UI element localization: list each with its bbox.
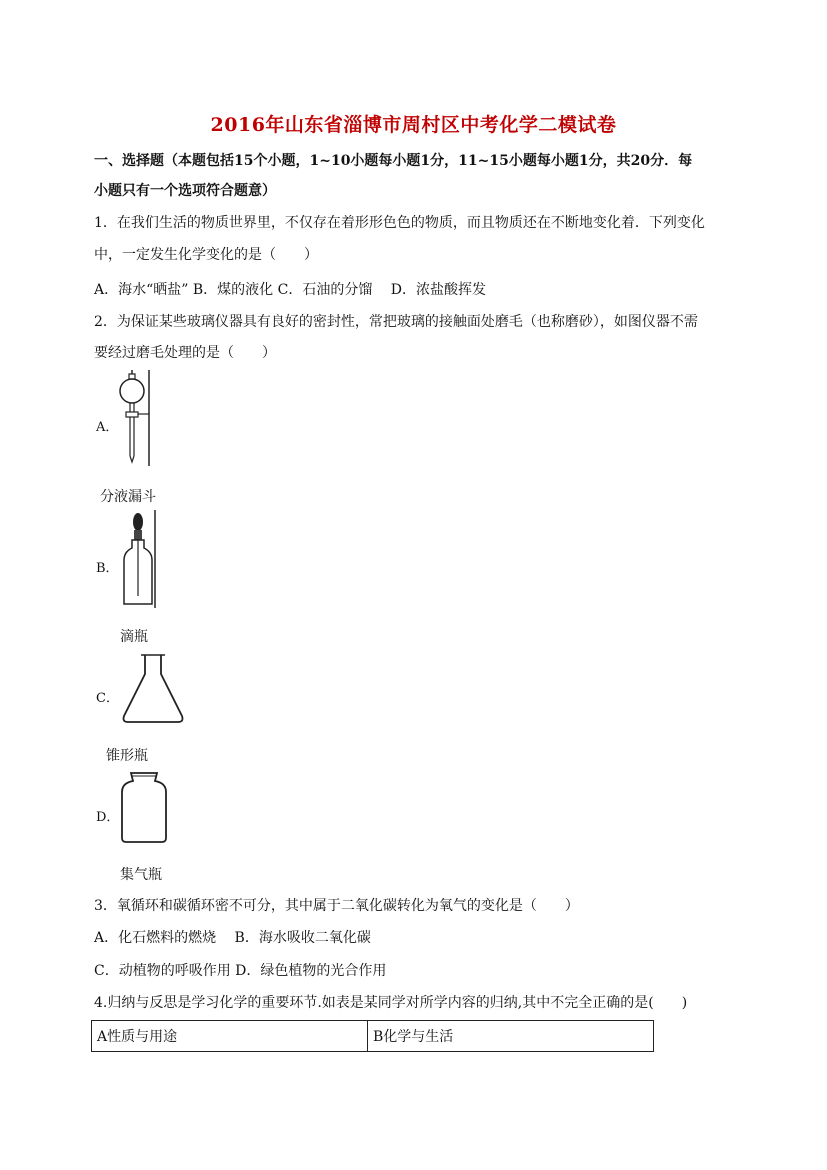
q3-options-cd: C．动植物的呼吸作用 D．绿色植物的光合作用	[94, 963, 387, 979]
q3-stem: 3．氧循环和碳循环密不可分，其中属于二氧化碳转化为氧气的变化是（ ）	[94, 898, 579, 914]
q4-table	[91, 1020, 654, 1052]
q1-options: A．海水“晒盐” B．煤的液化 C．石油的分馏 D．浓盐酸挥发	[94, 282, 486, 298]
q2-option-b-caption: 滴瓶	[120, 629, 148, 645]
erlenmeyer-flask-illustration	[120, 652, 186, 726]
q2-option-a-caption: 分液漏斗	[100, 489, 156, 505]
q3-options-ab: A．化石燃料的燃烧 B．海水吸收二氧化碳	[94, 930, 371, 946]
section-heading-line2: 小题只有一个选项符合题意）	[94, 183, 276, 199]
dropping-bottle-illustration	[118, 510, 160, 610]
q2-option-d-caption: 集气瓶	[120, 867, 162, 883]
q1-stem-line1: 1．在我们生活的物质世界里，不仅存在着形形色色的物质，而且物质还在不断地变化着．下列变化	[94, 215, 705, 231]
table-row	[92, 1021, 654, 1052]
q2-option-a-label: A．	[96, 420, 119, 435]
q2-option-d-label: D．	[96, 810, 120, 825]
q2-option-b-label: B．	[96, 561, 119, 576]
page-title: 2016年山东省淄博市周村区中考化学二模试卷	[210, 114, 617, 136]
q2-option-c-label: C．	[96, 691, 119, 706]
separatory-funnel-illustration	[116, 368, 156, 468]
q2-option-c-caption: 锥形瓶	[106, 748, 148, 764]
section-heading-line1: 一、选择题（本题包括15个小题，1~10小题每小题1分，11~15小题每小题1分，共20分．每	[94, 153, 693, 169]
q4-stem: 4.归纳与反思是学习化学的重要环节.如表是某同学对所学内容的归纳,其中不完全正确的是( )	[94, 995, 688, 1011]
q2-stem-line1: 2．为保证某些玻璃仪器具有良好的密封性，常把玻璃的接触面处磨毛（也称磨砂），如图仪器不需	[94, 314, 698, 330]
table-cell-a: A性质与用途	[92, 1021, 368, 1052]
gas-collecting-bottle-illustration	[118, 770, 170, 846]
q1-stem-line2: 中，一定发生化学变化的是（ ）	[94, 247, 318, 263]
table-cell-b: B化学与生活	[368, 1021, 654, 1052]
q2-stem-line2: 要经过磨毛处理的是（ ）	[94, 345, 276, 361]
